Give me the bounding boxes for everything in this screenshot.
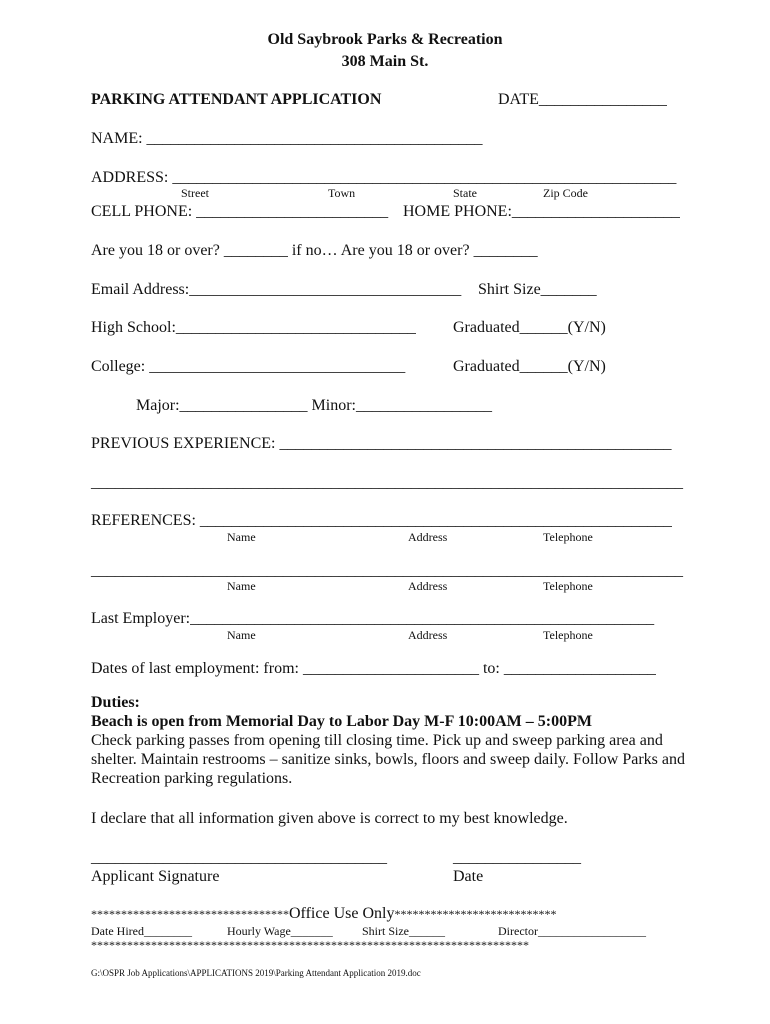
office-use-header: [91, 904, 556, 923]
beach-hours: Beach is open from Memorial Day to Labor Day M-F 10:00AM – 5:00PM: [91, 713, 592, 730]
address-sub-state: State: [453, 186, 477, 200]
form-title: PARKING ATTENDANT APPLICATION: [91, 91, 382, 108]
signature-label: Applicant Signature: [91, 868, 220, 885]
office-stars-left: *********************************: [91, 907, 289, 921]
office-use-label: Office Use Only: [289, 905, 395, 922]
previous-experience-line[interactable]: __________________________________________________________________________: [91, 474, 683, 491]
signature-line[interactable]: _____________________________________: [91, 849, 387, 866]
signature-date-line[interactable]: ________________: [453, 849, 581, 866]
ref1-sub-name: Name: [227, 530, 256, 544]
hs-graduated-field[interactable]: Graduated______(Y/N): [453, 319, 606, 336]
declaration-text: I declare that all information given above is correct to my best knowledge.: [91, 810, 568, 827]
ref2-sub-telephone: Telephone: [543, 579, 593, 593]
address-sub-zip: Zip Code: [543, 186, 588, 200]
reference-line-2[interactable]: __________________________________________________________________________: [91, 562, 683, 579]
home-phone-field[interactable]: HOME PHONE:_____________________: [403, 203, 680, 220]
address-sub-street: Street: [181, 186, 209, 200]
address-field[interactable]: ADDRESS: _______________________________________________________________: [91, 169, 677, 186]
employment-dates-field[interactable]: Dates of last employment: from: ______________________ to: ___________________: [91, 660, 656, 677]
shirt-size-field[interactable]: Shirt Size_______: [478, 281, 597, 298]
major-minor-field[interactable]: Major:________________ Minor:_________________: [136, 397, 492, 414]
cell-phone-field[interactable]: CELL PHONE: ________________________: [91, 203, 389, 220]
previous-experience-field[interactable]: PREVIOUS EXPERIENCE: _________________________________________________: [91, 435, 672, 452]
office-stars-right: ***************************: [394, 907, 557, 921]
ref2-sub-address: Address: [408, 579, 448, 593]
name-field[interactable]: NAME: __________________________________________: [91, 130, 483, 147]
employer-sub-name: Name: [227, 628, 256, 642]
office-shirt-size-field[interactable]: Shirt Size______: [362, 924, 445, 938]
employer-sub-telephone: Telephone: [543, 628, 593, 642]
date-hired-field[interactable]: Date Hired________: [91, 924, 192, 938]
director-field[interactable]: Director__________________: [498, 924, 646, 938]
date-field[interactable]: DATE________________: [498, 91, 667, 108]
file-path-footer: G:\OSPR Job Applications\APPLICATIONS 2019\Parking Attendant Application 2019.doc: [91, 968, 421, 978]
college-field[interactable]: College: ________________________________: [91, 358, 406, 375]
ref2-sub-name: Name: [227, 579, 256, 593]
email-field[interactable]: Email Address:__________________________________: [91, 281, 462, 298]
hourly-wage-field[interactable]: Hourly Wage_______: [227, 924, 333, 938]
org-address: 308 Main St.: [341, 53, 429, 70]
office-stars-footer: *************************************************************************: [91, 938, 529, 952]
last-employer-field[interactable]: Last Employer:__________________________________________________________: [91, 610, 655, 627]
duties-heading: Duties:: [91, 694, 140, 711]
ref1-sub-telephone: Telephone: [543, 530, 593, 544]
college-graduated-field[interactable]: Graduated______(Y/N): [453, 358, 606, 375]
employer-sub-address: Address: [408, 628, 448, 642]
address-sub-town: Town: [328, 186, 356, 200]
references-field[interactable]: REFERENCES: ___________________________________________________________: [91, 512, 672, 529]
signature-date-label: Date: [453, 868, 484, 885]
age-question[interactable]: Are you 18 or over? ________ if no… Are you 18 or over? ________: [91, 242, 538, 259]
high-school-field[interactable]: High School:______________________________: [91, 319, 416, 336]
duties-text: Check parking passes from opening till closing time. Pick up and sweep parking area and shelter. Maintain restrooms – sanitize sinks, bowls, floors and sweep daily. Follow Parks and Recreation parking regulations.: [91, 732, 685, 787]
ref1-sub-address: Address: [408, 530, 448, 544]
org-name: Old Saybrook Parks & Recreation: [267, 31, 503, 48]
